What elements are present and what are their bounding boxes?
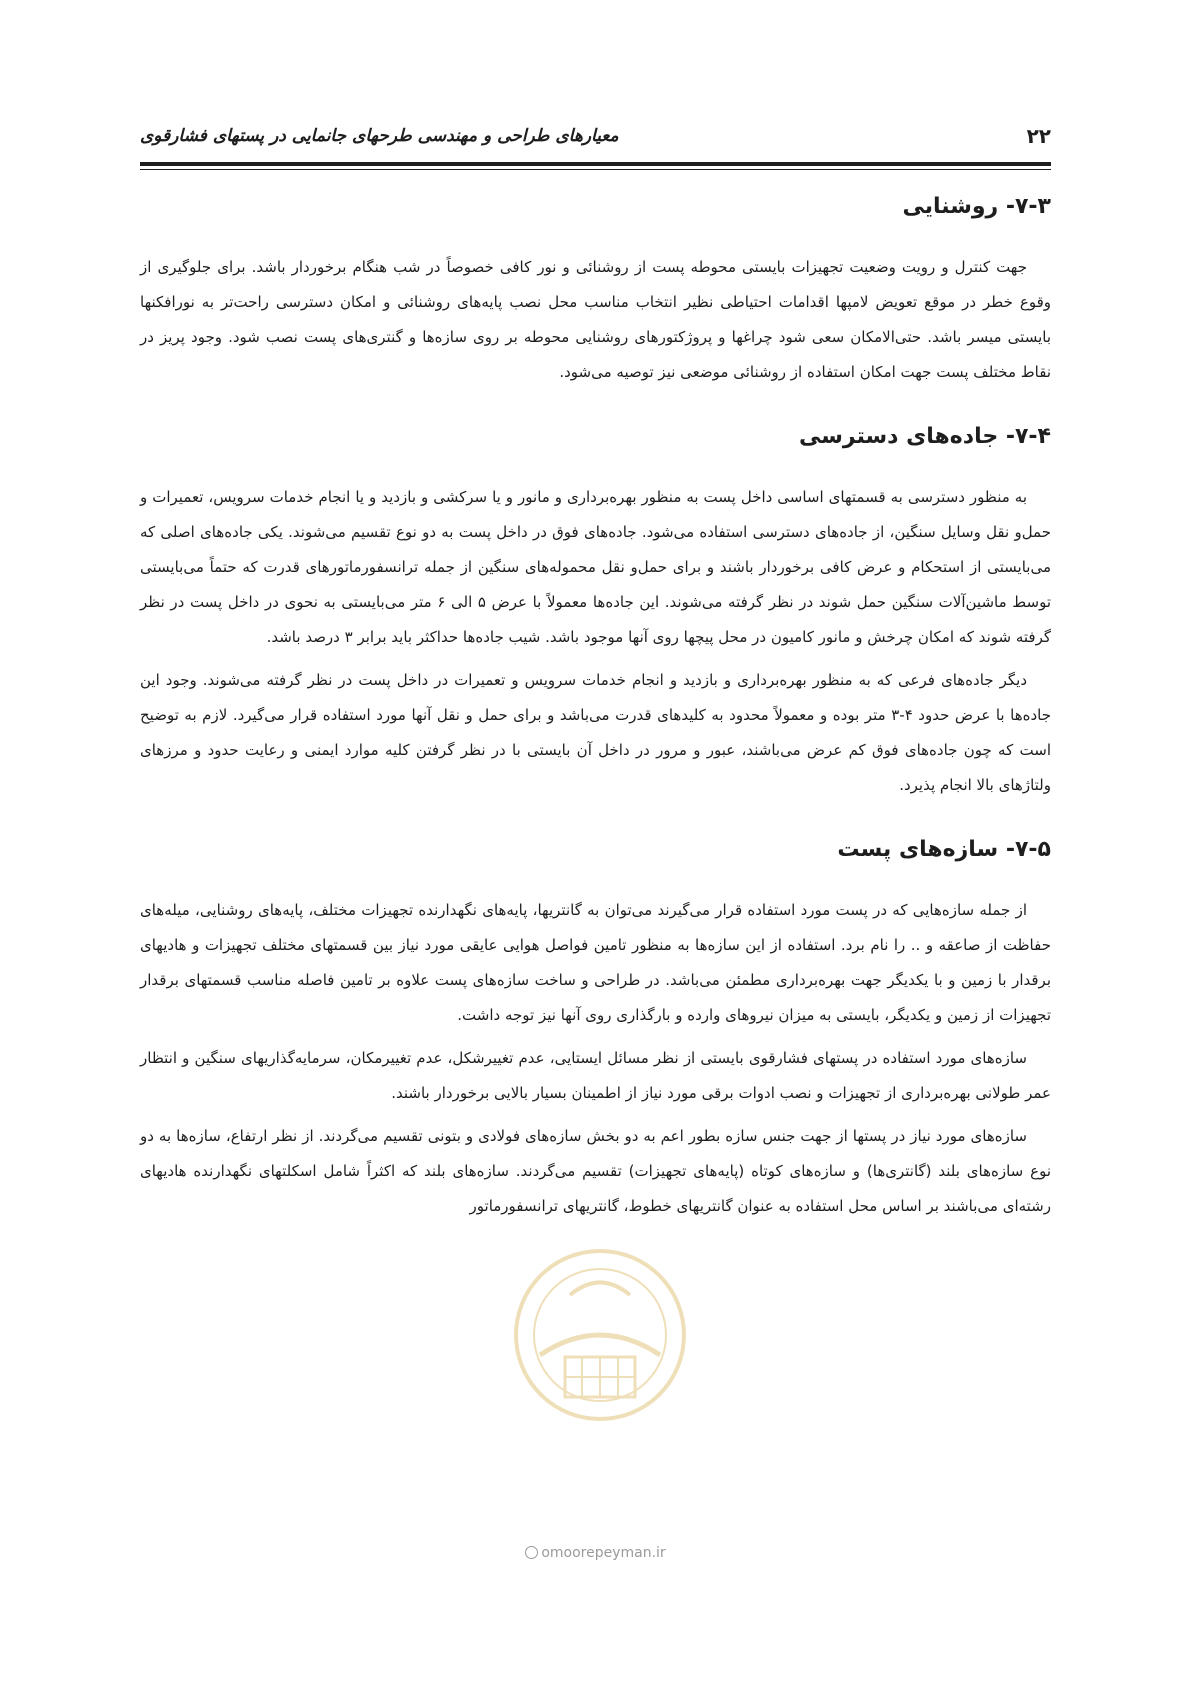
section-access-roads: [140, 416, 1051, 803]
footer-watermark-text: omoorepeyman.ir: [541, 1545, 666, 1561]
page-header: [140, 120, 1051, 160]
section-lighting: [140, 186, 1051, 390]
watermark-seal-icon: [510, 1245, 690, 1425]
paragraph: از جمله سازه‌هایی که در پست مورد استفاده قرار می‌گیرند می‌توان به گانتریها، پایه‌های نگهدارنده تجهیزات مختلف، پایه‌های روشنایی، میله‌های حفاظت از صاعقه و .. را نام برد. استفاده از این سازه‌ها به منظور تامین فواصل هوایی عایقی مورد نیاز بین قسمتهای مختلف تجهیزات و هادیهای برقدار با زمین و با یکدیگر جهت بهره‌برداری مطمئن می‌باشد. در طراحی و ساخت سازه‌های پست علاوه بر تامین فاصله مناسب قسمتهای برقدار تجهیزات از زمین و یکدیگر، بایستی به میزان نیروهای وارده و بارگذاری روی آنها نیز توجه داشت.: [140, 901, 1051, 1024]
section-heading: ۷-۴- جاده‌های دسترسی: [798, 424, 1051, 449]
running-title: معیارهای طراحی و مهندسی طرحهای جانمایی در پستهای فشارقوی: [140, 126, 619, 146]
section-structures: [140, 829, 1051, 1224]
header-rule: [140, 162, 1051, 166]
paragraph: به منظور دسترسی به قسمتهای اساسی داخل پست به منظور بهره‌برداری و مانور و یا سرکشی و بازدید و یا انجام خدمات سرویس، تعمیرات و حمل‌و نقل وسایل سنگین، از جاده‌های دسترسی استفاده می‌شود. جاده‌های فوق در داخل پست به دو نوع تقسیم می‌شوند. یکی جاده‌های اصلی که می‌بایستی از استحکام و عرض کافی برخوردار باشند و برای حمل‌و نقل محموله‌های سنگین از جمله ترانسفورماتورهای قدرت که حتماً می‌بایستی توسط ماشین‌آلات سنگین حمل شوند در نظر گرفته می‌شوند. این جاده‌ها معمولاً با عرض ۵ الی ۶ متر می‌بایستی به نحوی در داخل پست در نظر گرفته شوند که امکان چرخش و مانور کامیون در محل پیچها روی آنها موجود باشد. شیب جاده‌ها حداکثر باید برابر ۳ درصد باشد.: [140, 488, 1051, 646]
paragraph: سازه‌های مورد نیاز در پستها از جهت جنس سازه بطور اعم به دو بخش سازه‌های فولادی و بتونی تقسیم می‌گردند. از نظر ارتفاع، سازه‌ها به دو نوع سازه‌های بلند (گانتری‌ها) و سازه‌های کوتاه (پایه‌های تجهیزات) تقسیم می‌گردند. سازه‌های بلند که اکثراً شامل اسکلتهای نگهدارنده هادیهای رشته‌ای می‌باشند بر اساس محل استفاده به عنوان گانتریهای خطوط، گانتریهای ترانسفورماتور: [140, 1127, 1051, 1215]
paragraph: دیگر جاده‌های فرعی که به منظور بهره‌برداری و بازدید و انجام خدمات سرویس و تعمیرات در داخل پست در نظر گرفته می‌شوند. وجود این جاده‌ها با عرض حدود ۴-۳ متر بوده و معمولاً محدود به کلیدهای قدرت می‌باشد و برای حمل و نقل آنها مورد استفاده قرار می‌گیرد. لازم به توضیح است که چون جاده‌های فوق کم عرض می‌باشند، عبور و مرور در داخل آن بایستی با در نظر گرفتن کلیه موارد ایمنی و رعایت حدود و مرزهای ولتاژهای بالا انجام پذیرد.: [140, 671, 1051, 794]
paragraph: جهت کنترل و رویت وضعیت تجهیزات بایستی محوطه پست از روشنائی و نور کافی خصوصاً در شب هنگام برخوردار باشد. برای جلوگیری از وقوع خطر در موقع تعویض لامپها اقدامات احتیاطی نظیر انتخاب مناسب محل نصب پایه‌های روشنائی و امکان دسترسی راحت‌تر به نورافکنها بایستی میسر باشد. حتی‌الامکان سعی شود چراغها و پروژکتورهای روشنایی محوطه بر روی سازه‌ها و گنتری‌های پست نصب شود. وجود پریز در نقاط مختلف پست جهت امکان استفاده از روشنائی موضعی نیز توصیه می‌شود.: [140, 258, 1051, 381]
footer-watermark: [0, 1545, 1191, 1561]
globe-icon: [525, 1546, 538, 1559]
section-heading: ۷-۵- سازه‌های پست: [837, 837, 1051, 862]
page-number: ۲۲: [1026, 124, 1051, 148]
header-rule-thin: [140, 169, 1051, 170]
paragraph: سازه‌های مورد استفاده در پستهای فشارقوی بایستی از نظر مسائل ایستایی، عدم تغییرشکل، عدم تغییرمکان، سرمایه‌گذاریهای سنگین و انتظار عمر طولانی بهره‌برداری از تجهیزات و نصب ادوات برقی مورد نیاز از اطمینان بسیار بالایی برخوردار باشند.: [140, 1049, 1051, 1102]
section-heading: ۷-۳- روشنایی: [902, 194, 1051, 219]
page-content: [140, 186, 1051, 1250]
